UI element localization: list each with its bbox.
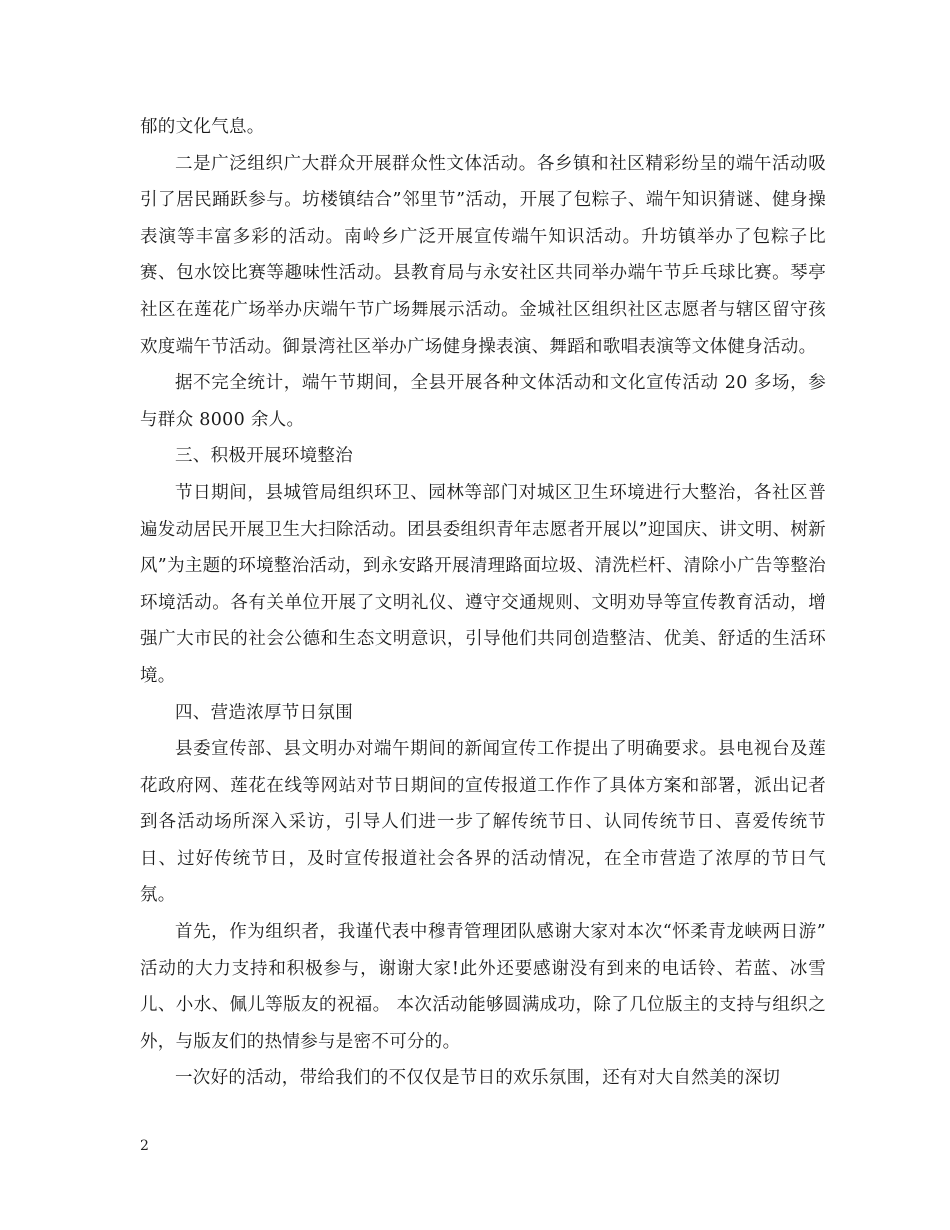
paragraph-continuation: 郁的文化气息。 bbox=[140, 117, 265, 137]
paragraph-closing: 一次好的活动，带给我们的不仅仅是节日的欢乐氛围，还有对大自然美的深切 bbox=[175, 1068, 781, 1089]
paragraph-cultural-activities: 二是广泛组织广大群众开展群众性文体活动。各乡镇和社区精彩纷呈的端午活动吸引了居民踊跃参与。坊楼镇结合”邻里节”活动，开展了包粽子、端午知识猜谜、健身操表演等丰富多彩的活动。南岭乡广泛开展宣传端午知识活动。升坊镇举办了包粽子比赛、包水饺比赛等趣味性活动。县教育局与永安社区共同举办端午节乒乓球比赛。琴亭社区在莲花广场举办庆端午节广场舞展示活动。金城社区组织社区志愿者与辖区留守孩欢度端午节活动。御景湾社区举办广场健身操表演、舞蹈和歌唱表演等文体健身活动。 bbox=[140, 153, 826, 357]
paragraph-thanks: 首先，作为组织者，我谨代表中穆青管理团队感谢大家对本次“怀柔青龙峡两日游” 活动的大力支持和积极参与，谢谢大家!此外还要感谢没有到来的电话铃、若蓝、冰雪儿、小水、佩儿等版友的祝福。 本次活动能够圆满成功，除了几位版主的支持与组织之外，与版友们的热情参与是密不可分的。 bbox=[140, 922, 826, 1052]
paragraph-statistics: 据不完全统计，端午节期间，全县开展各种文体活动和文化宣传活动 20 多场，参与群众 8000 余人。 bbox=[140, 373, 826, 430]
document-body bbox=[140, 109, 826, 1097]
paragraph-publicity: 县委宣传部、县文明办对端午期间的新闻宣传工作提出了明确要求。县电视台及莲花政府网、莲花在线等网站对节日期间的宣传报道工作作了具体方案和部署，派出记者到各活动场所深入采访，引导人们进一步了解传统节日、认同传统节日、喜爱传统节日、过好传统节日，及时宣传报道社会各界的活动情况，在全市营造了浓厚的节日气氛。 bbox=[140, 739, 826, 906]
section-heading-atmosphere: 四、营造浓厚节日氛围 bbox=[175, 702, 353, 723]
section-heading-environment: 三、积极开展环境整治 bbox=[175, 446, 353, 467]
paragraph-environment: 节日期间，县城管局组织环卫、园林等部门对城区卫生环境进行大整治，各社区普遍发动居民开展卫生大扫除活动。团县委组织青年志愿者开展以”迎国庆、讲文明、树新风”为主题的环境整治活动，到永安路开展清理路面垃圾、清洗栏杆、清除小广告等整治环境活动。各有关单位开展了文明礼仪、遵守交通规则、文明劝导等宣传教育活动，增强广大市民的社会公德和生态文明意识，引导他们共同创造整洁、优美、舒适的生活环境。 bbox=[140, 482, 826, 686]
page-number: 2 bbox=[140, 1138, 149, 1154]
